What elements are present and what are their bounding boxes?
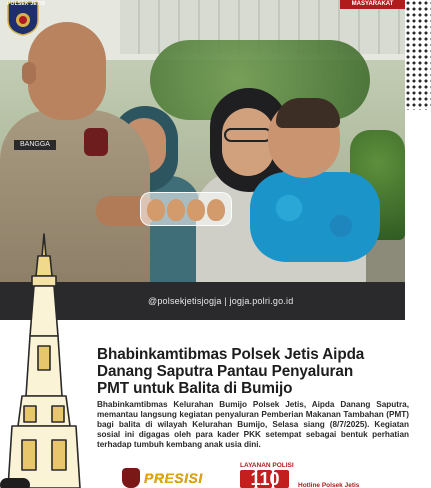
- page-indicator: [0, 478, 30, 488]
- officer-nametag: BANGGA: [14, 140, 56, 150]
- presisi-logo-text: PRESISI: [144, 470, 203, 486]
- headline-line: PMT untuk Balita di Bumijo: [97, 380, 293, 397]
- social-handle-text: @polsekjetisjogja | jogja.polri.go.id: [148, 296, 294, 306]
- child-body: [250, 172, 380, 262]
- egg-icon: [147, 199, 165, 221]
- headline-line: Bhabinkamtibmas Polsek Jetis Aipda: [97, 346, 365, 363]
- top-banner-label: MASYARAKAT: [351, 1, 394, 7]
- egg-icon: [167, 199, 185, 221]
- glasses-icon: [224, 128, 272, 142]
- presisi-emblem-icon: [122, 468, 140, 488]
- logo-text: POLSEK JETIS: [7, 1, 46, 7]
- woman-with-glasses-face: [222, 108, 274, 176]
- child-hair: [276, 98, 340, 128]
- article-body: Bhabinkamtibmas Kelurahan Bumijo Polsek Jetis, Aipda Danang Saputra, memantau langsung kegiatan penyaluran Pemberian Makanan Tambahan (PMT) bagi balita di wilayah Kelurahan Bumijo, Selasa siang (8/7/2025). Kegiatan sosial ini digagas oleh para kader PKK setempat sebagai bentuk perhatian terhadap tumbuh kembang anak usia dini.: [97, 400, 409, 449]
- egg-icon: [187, 199, 205, 221]
- police-officer-head: [28, 22, 106, 120]
- egg-icon: [207, 199, 225, 221]
- headline-line: Danang Saputra Pantau Penyaluran: [97, 363, 354, 380]
- egg-tray: [140, 192, 232, 226]
- shoulder-patch-icon: [84, 128, 108, 156]
- emergency-number: 110: [250, 469, 280, 488]
- hotline-label: Hotline Polsek Jetis: [298, 482, 360, 488]
- police-officer-ear: [22, 62, 36, 84]
- article-headline: [97, 346, 417, 397]
- dot-pattern: [405, 0, 431, 110]
- tugu-monument-icon: [0, 226, 110, 488]
- layanan-polisi-label: LAYANAN POLISI: [240, 462, 294, 469]
